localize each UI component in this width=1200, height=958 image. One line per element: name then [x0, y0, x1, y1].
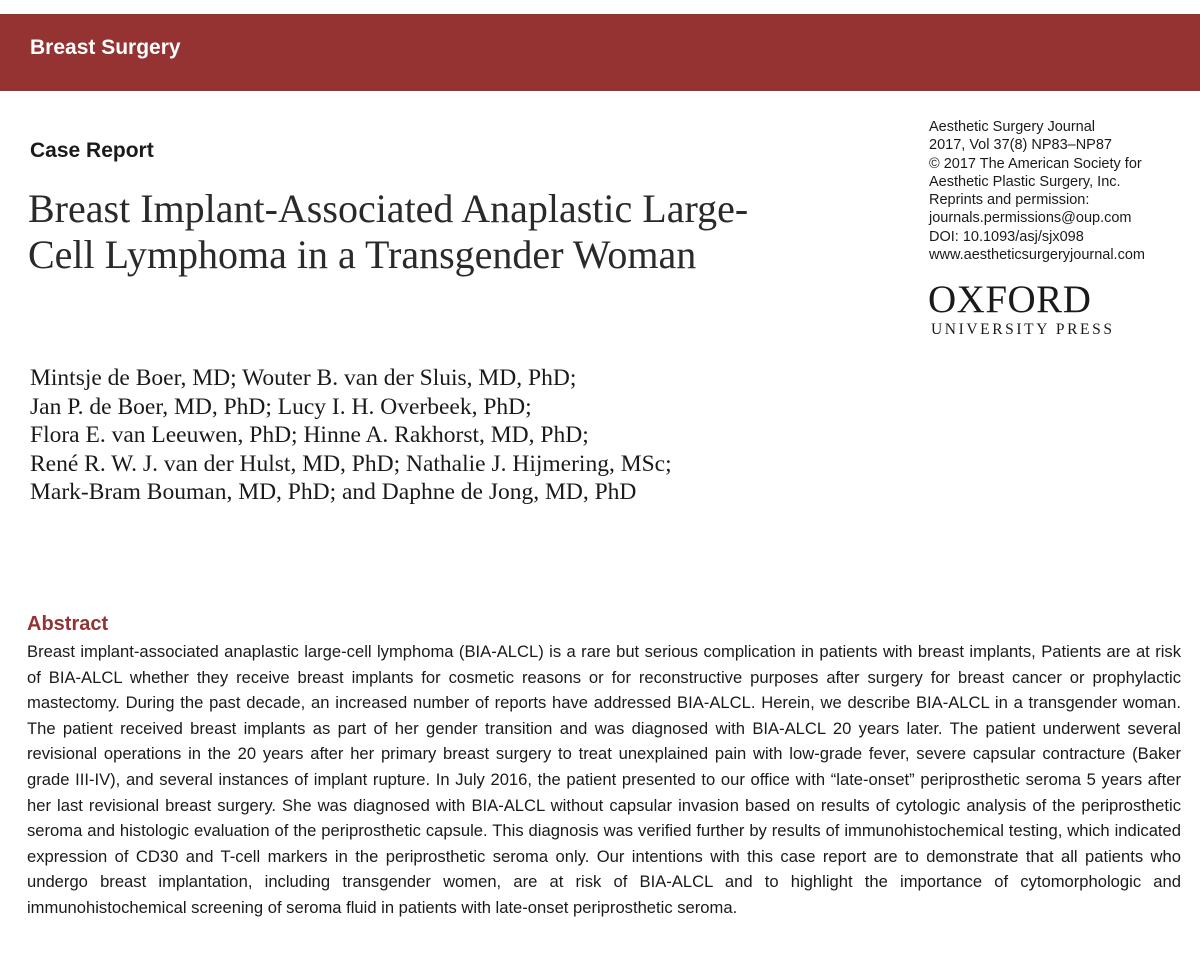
author-line: Mark-Bram Bouman, MD, PhD; and Daphne de Jong, MD, PhD — [30, 479, 637, 505]
oxford-university-press-logo — [928, 280, 1128, 339]
author-line: Mintsje de Boer, MD; Wouter B. van der Sluis, MD, PhD; — [30, 365, 577, 391]
section-label: Breast Surgery — [30, 36, 181, 59]
journal-info — [929, 118, 1194, 264]
journal-volume: 2017, Vol 37(8) NP83–NP87 — [929, 137, 1112, 154]
journal-name: Aesthetic Surgery Journal — [929, 119, 1096, 135]
title-line: Breast Implant-Associated Anaplastic Large- — [28, 186, 749, 231]
reprints-label: Reprints and permission: — [929, 192, 1090, 209]
abstract-heading: Abstract — [27, 613, 109, 635]
title-line: Cell Lymphoma in a Transgender Woman — [28, 232, 697, 277]
abstract-text: Breast implant-associated anaplastic large-cell lymphoma (BIA-ALCL) is a rare but serious complication in patients with breast implants, Patients are at risk of BIA-ALCL whether they receive breast implants for cosmetic reasons or for reconstructive purposes after surgery for breast cancer or prophylactic mastectomy. During the past decade, an increased number of reports have addressed BIA-ALCL. Herein, we describe BIA-ALCL in a transgender woman. The patient received breast implants as part of her gender transition and was diagnosed with BIA-ALCL 20 years later. The patient underwent several revisional operations in the 20 years after her primary breast surgery to treat unexplained pain with low-grade fever, severe capsular contracture (Baker grade III-IV), and several instances of implant rupture. In July 2016, the patient presented to our office with “late-onset” periprosthetic seroma 5 years after her last revisional breast surgery. She was diagnosed with BIA-ALCL without capsular invasion based on results of cytologic analysis of the periprosthetic seroma and histologic evaluation of the periprosthetic capsule. This diagnosis was verified further by results of immunohistochemical testing, which indicated expression of CD30 and T-cell markers in the periprosthetic seroma only. Our intentions with this case report are to demonstrate that all patients who undergo breast implantation, including transgender women, are at risk of BIA-ALCL and to highlight the importance of cytomorphologic and immunohistochemical screening of seroma fluid in patients with late-onset periprosthetic seroma. — [27, 642, 1181, 917]
permissions-email[interactable]: journals.permissions@oup.com — [929, 210, 1132, 227]
author-line: Flora E. van Leeuwen, PhD; Hinne A. Rakhorst, MD, PhD; — [30, 422, 589, 448]
section-banner — [0, 14, 1200, 91]
author-line: Jan P. de Boer, MD, PhD; Lucy I. H. Overbeek, PhD; — [30, 393, 532, 420]
copyright-line: © 2017 The American Society for — [929, 155, 1142, 172]
article-type: Case Report — [30, 139, 154, 162]
author-line: René R. W. J. van der Hulst, MD, PhD; Nathalie J. Hijmering, MSc; — [30, 450, 672, 477]
copyright-line: Aesthetic Plastic Surgery, Inc. — [929, 173, 1121, 190]
logo-name: OXFORD — [928, 278, 1092, 321]
author-list — [30, 364, 672, 507]
journal-url[interactable]: www.aestheticsurgeryjournal.com — [929, 247, 1145, 264]
doi[interactable]: DOI: 10.1093/asj/sjx098 — [929, 228, 1084, 245]
logo-subname: UNIVERSITY PRESS — [931, 321, 1115, 338]
article-title — [28, 186, 888, 278]
